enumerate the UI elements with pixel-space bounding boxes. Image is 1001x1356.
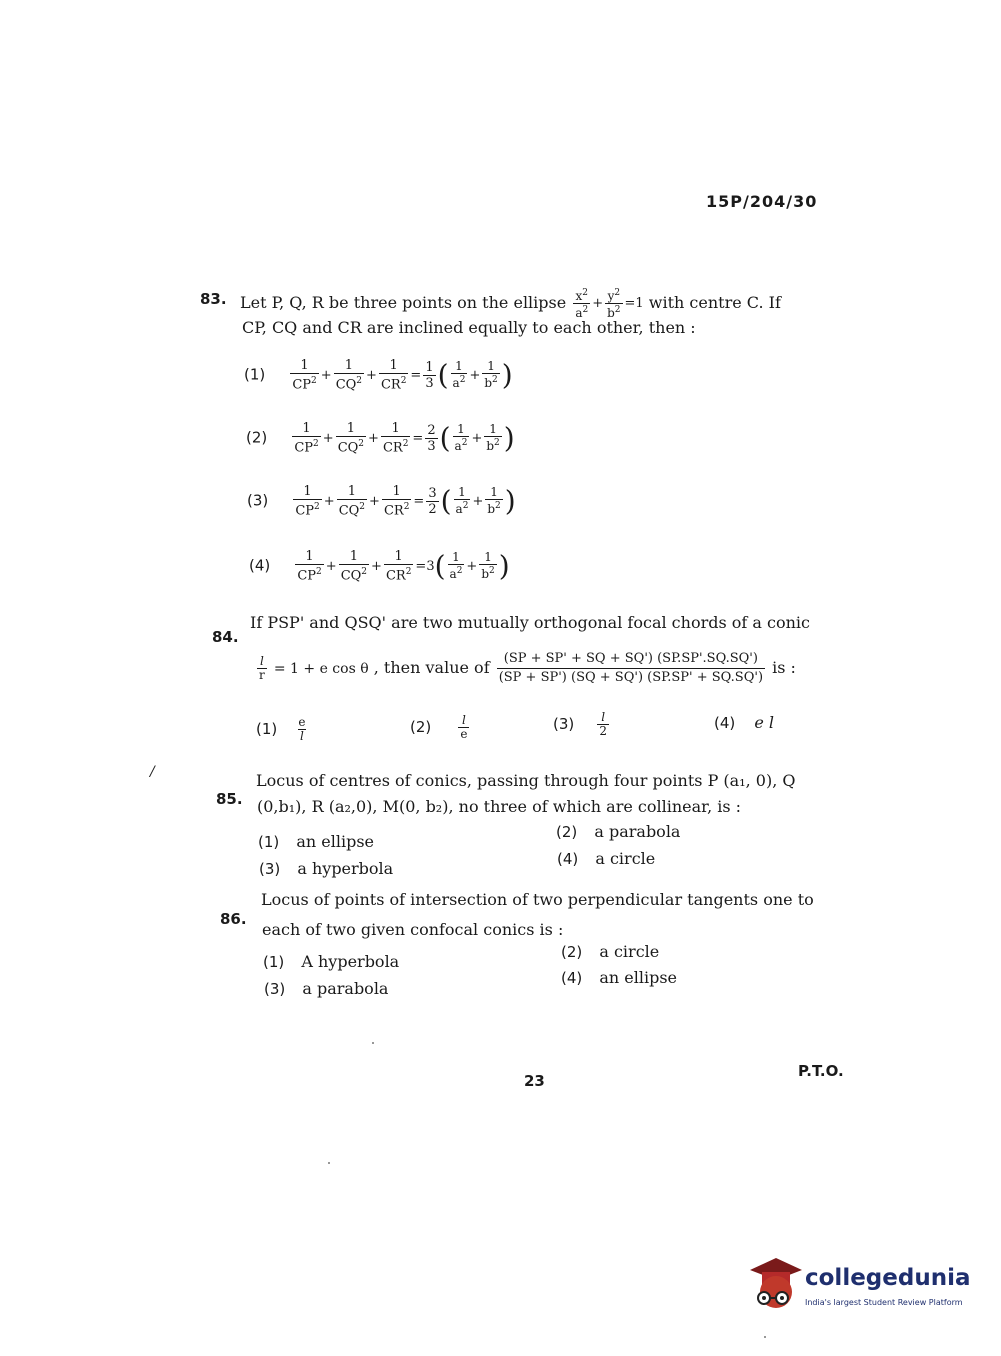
option-value: e l [754, 713, 775, 732]
option-number: (3) [259, 860, 281, 878]
option-expression: $\frac{1}{CP^2}$ + $\frac{1}{CQ^2}$ + $\frac{1}{CR^2}$ = $\frac{1}{3}$ ( $\frac{1}{a^2}$ + $\frac{1}{b^2}$ ) [292, 358, 513, 393]
question-number-85: 85. [216, 790, 243, 808]
question-number-83: 83. [200, 290, 227, 308]
option-number: (2) [561, 943, 583, 961]
option-label: A hyperbola [301, 952, 400, 971]
speck [764, 1336, 766, 1338]
q83-option-4[interactable] [249, 549, 510, 583]
pto-label: P.T.O. [798, 1062, 844, 1080]
option-number: (1) [256, 720, 278, 738]
q84-text-line1: If PSP' and QSQ' are two mutually orthogonal focal chords of a conic [250, 613, 811, 632]
q84-is-text: is : [772, 658, 796, 677]
q85-option-3[interactable] [259, 859, 393, 878]
option-expression: $\frac{e}{l}$ [298, 715, 306, 743]
option-number: (2) [410, 718, 432, 736]
option-expression: $\frac{l}{e}$ [460, 713, 468, 741]
q83-option-1[interactable] [244, 358, 513, 392]
option-number: (3) [247, 491, 269, 510]
brand-tagline: India's largest Student Review Platform [805, 1298, 963, 1307]
q83-option-3[interactable] [247, 484, 516, 518]
option-label: an ellipse [296, 832, 375, 851]
q85-option-4[interactable] [557, 849, 655, 868]
option-number: (3) [553, 715, 575, 733]
option-number: (1) [258, 833, 280, 851]
stray-mark: / [150, 764, 155, 780]
page-number: 23 [524, 1072, 545, 1090]
q86-option-2[interactable] [561, 942, 659, 961]
option-label: a parabola [594, 822, 681, 841]
q83-option-2[interactable] [246, 421, 515, 455]
q84-option-1[interactable] [256, 716, 309, 743]
option-number: (2) [246, 428, 268, 447]
option-label: a parabola [302, 979, 389, 998]
q86-text-line1: Locus of points of intersection of two perpendicular tangents one to [261, 890, 814, 909]
q83-text-line1 [240, 287, 781, 320]
q85-text-line1: Locus of centres of conics, passing through four points P (a₁, 0), Q [256, 771, 796, 790]
q84-option-3[interactable] [553, 711, 611, 738]
q84-text-line2: $\frac{l}{r}$ = 1 + e cos θ , then value of $\frac{(SP + SP' + SQ + SQ') (SP.SP'.SQ.SQ')}{(SP + SP') (SQ + SQ') (SP.SP' + SQ.SQ')}$ is : [259, 651, 796, 685]
conic-equation: = 1 + e cos θ [273, 661, 369, 677]
q86-option-4[interactable] [561, 968, 677, 987]
ellipse-equation: $\frac{x^2}{a^2}$ + $\frac{y^2}{b^2}$ =1 [575, 288, 644, 320]
speck [328, 1162, 330, 1164]
q85-text-line2: (0,b₁), R (a₂,0), M(0, b₂), no three of which are collinear, is : [257, 797, 742, 816]
option-label: a hyperbola [297, 859, 394, 878]
paper-code: 15P/204/30 [706, 192, 818, 211]
option-number: (3) [264, 980, 286, 998]
q84-option-2[interactable] [410, 714, 471, 741]
option-number: (1) [244, 365, 266, 384]
q86-option-3[interactable] [264, 979, 388, 998]
q84-expression [497, 650, 765, 687]
q84-numerator: (SP + SP' + SQ + SQ') (SP.SP'.SQ.SQ') [503, 651, 758, 666]
option-label: a circle [599, 942, 660, 961]
option-expression: $\frac{1}{CP^2}$ + $\frac{1}{CQ^2}$ + $\frac{1}{CR^2}$ = $\frac{2}{3}$ ( $\frac{1}{a^2}$ + $\frac{1}{b^2}$ ) [294, 421, 515, 456]
question-number-84: 84. [212, 628, 239, 646]
q86-option-1[interactable] [263, 952, 399, 971]
option-label: an ellipse [599, 968, 678, 987]
q83-line1-start: Let P, Q, R be three points on the ellipse [240, 293, 567, 312]
question-number-86: 86. [220, 910, 247, 928]
q85-option-2[interactable] [556, 822, 680, 841]
option-expression: $\frac{1}{CP^2}$ + $\frac{1}{CQ^2}$ + $\frac{1}{CR^2}$ = $\frac{3}{2}$ ( $\frac{1}{a^2}$ + $\frac{1}{b^2}$ ) [295, 484, 516, 519]
option-expression: $\frac{1}{CP^2}$ + $\frac{1}{CQ^2}$ + $\frac{1}{CR^2}$ =3( $\frac{1}{a^2}$ + $\frac{1}{b^2}$ ) [297, 549, 510, 584]
q85-option-1[interactable] [258, 832, 374, 851]
option-number: (4) [557, 850, 579, 868]
q83-line1-end: with centre C. If [648, 293, 781, 312]
q86-text-line2: each of two given confocal conics is : [262, 920, 564, 939]
option-number: (4) [249, 556, 271, 575]
option-expression: $\frac{l}{2}$ [599, 710, 607, 738]
option-number: (4) [561, 969, 583, 987]
option-number: (1) [263, 953, 285, 971]
q84-option-4[interactable] [714, 713, 774, 732]
option-number: (2) [556, 823, 578, 841]
option-label: a circle [595, 849, 656, 868]
q84-denominator: (SP + SP') (SQ + SQ') (SP.SP' + SQ.SQ') [498, 670, 764, 685]
option-number: (4) [714, 714, 736, 732]
brand-name: collegedunia [805, 1265, 971, 1291]
q83-text-line2: CP, CQ and CR are inclined equally to each other, then : [242, 318, 696, 337]
q84-then-text: , then value of [373, 658, 490, 677]
speck [372, 1042, 374, 1044]
